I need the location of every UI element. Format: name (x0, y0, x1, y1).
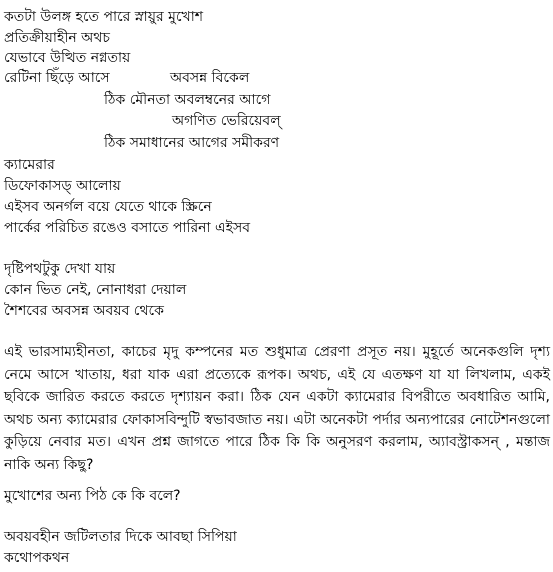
poem-line: পার্কের পরিচিত রঙেও বসাতে পারিনা এইসব (4, 220, 250, 236)
poem-line: কতটা উলঙ্গ হতে পারে স্নায়ুর মুখোশ (4, 9, 204, 25)
poem-line: শৈশবের অবসন্ন অবয়ব থেকে (4, 303, 164, 319)
question-line: মুখোশের অন্য পিঠ কে কি বলে? (4, 488, 181, 504)
poem-line: যেভাবে উত্থিত নগ্নতায় (4, 50, 131, 66)
poem-line: ঠিক সমাধানের আগের সমীকরণ (104, 135, 280, 151)
closing-line: অবয়বহীন জটিলতার দিকে আবছা সিপিয়া (4, 529, 237, 545)
poem-line: প্রতিক্রীয়াহীন অথচ (4, 30, 110, 46)
poem-line: কোন ভিত নেই, নোনাধরা দেয়াল (4, 282, 187, 298)
poem-line: রেটিনা ছিঁড়ে আসে (4, 70, 110, 86)
poem-line: অগণিত ভেরিয়েবল্ (172, 113, 281, 129)
poem-line: দৃষ্টিপথটুকু দেখা যায় (4, 261, 116, 277)
poem-line: এইসব অনর্গল বয়ে যেতে থাকে স্ক্রিনে (4, 199, 212, 215)
poem-line: ঠিক মৌনতা অবলম্বনের আগে (104, 92, 271, 108)
closing-line: কথোপকথন (4, 550, 70, 566)
poem-line: ক্যামেরার (4, 157, 55, 173)
poem-line: অবসন্ন বিকেল (170, 70, 250, 86)
prose-paragraph: এই ভারসাম্যহীনতা, কাচের মৃদু কম্পনের মত শুধুমাত্র প্রেরণা প্রসূত নয়। মুহূর্তে অনেকগুলি দৃশ্য নেমে আসে খাতায়, ধরা যাক এরা প্রত্যেকে রূপক। অথচ, এই যে এতক্ষণ যা যা লিখলাম, একই ছবিকে জারিত করতে করতে দৃশ্যায়ন করা। ঠিক যেন একটা ক্যামেরার বিপরীতে অবধারিত আমি, অথচ অন্য ক্যামেরার ফোকাসবিন্দুটি স্বভাবজাত নয়। এটা অনেকটা পর্দার অন্যপারের নোটেশনগুলো কুড়িয়ে নেবার মত। এখন প্রশ্ন জাগতে পারে ঠিক কি কি অনুসরণ করলাম, অ্যাবস্ট্রাকসন্ , মন্তাজ নাকি অন্য কিছু? (4, 344, 550, 473)
poem-line: ডিফোকাসড্ আলোয় (4, 178, 121, 194)
